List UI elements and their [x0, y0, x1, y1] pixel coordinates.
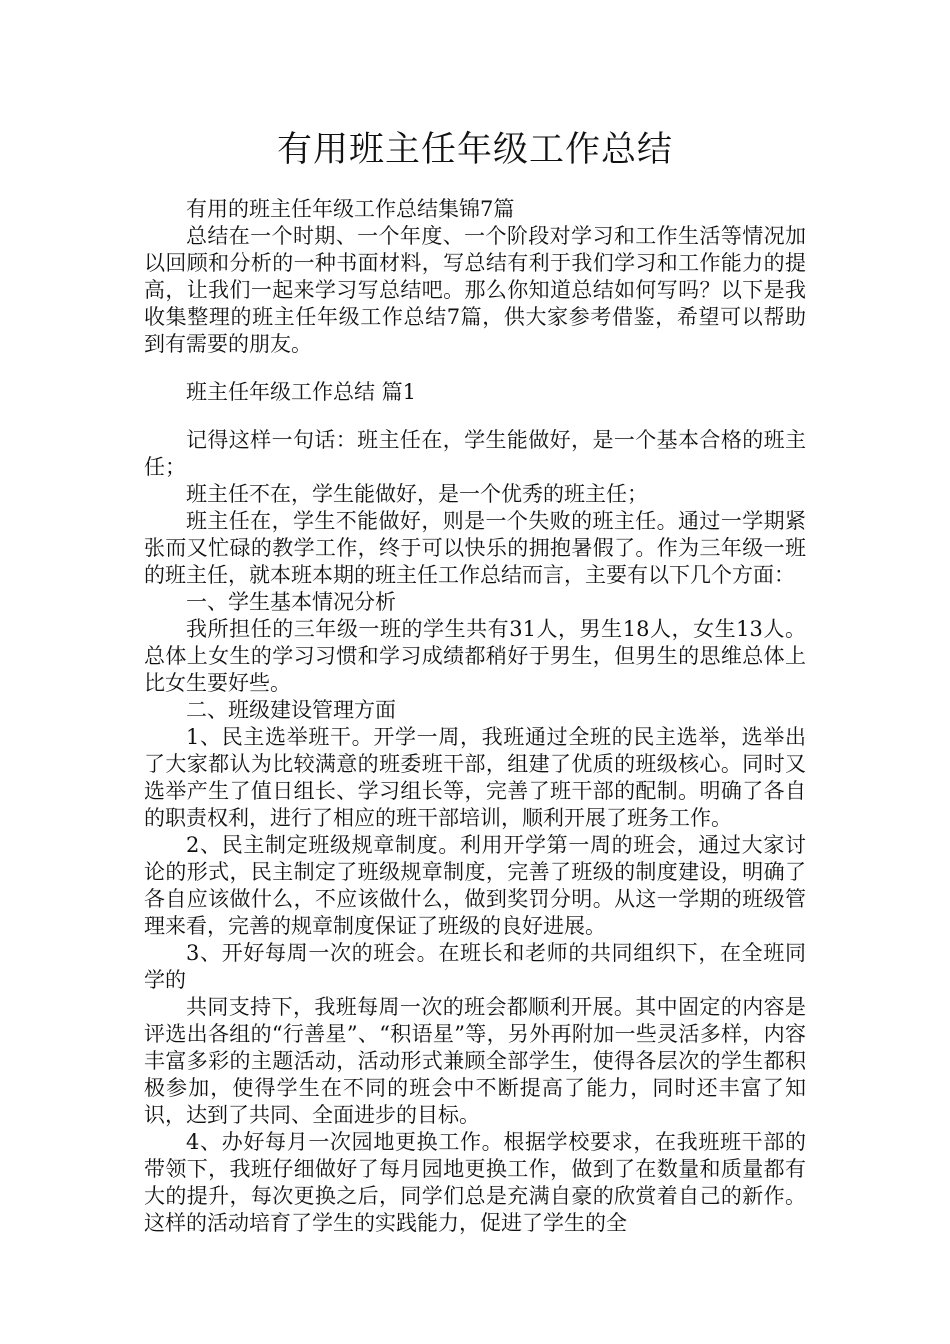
- section-heading: 班主任年级工作总结 篇1: [186, 380, 417, 404]
- body-paragraph: 4、办好每月一次园地更换工作。根据学校要求，在我班班干部的带领下，我班仔细做好了每月园地更换工作，做到了在数量和质量都有大的提升，每次更换之后，同学们总是充满自豪的欣赏着自己的新作。这样的活动培育了学生的实践能力，促进了学生的全: [144, 1130, 806, 1235]
- intro-paragraph: 总结在一个时期、一个年度、一个阶段对学习和工作生活等情况加以回顾和分析的一种书面材料，写总结有利于我们学习和工作能力的提高，让我们一起来学习写总结吧。那么你知道总结如何写吗？以下是我收集整理的班主任年级工作总结7篇，供大家参考借鉴，希望可以帮助到有需要的朋友。: [144, 224, 806, 356]
- subheading-class-management: 二、班级建设管理方面: [186, 698, 396, 722]
- document-subtitle: 有用的班主任年级工作总结集锦7篇: [186, 197, 515, 221]
- body-paragraph: 我所担任的三年级一班的学生共有31人，男生18人，女生13人。总体上女生的学习习惯和学习成绩都稍好于男生，但男生的思维总体上比女生要好些。: [144, 617, 806, 695]
- subheading-student-analysis: 一、学生基本情况分析: [186, 590, 396, 614]
- body-paragraph: 班主任在，学生不能做好，则是一个失败的班主任。通过一学期紧张而又忙碌的教学工作，终于可以快乐的拥抱暑假了。作为三年级一班的班主任，就本班本期的班主任工作总结而言，主要有以下几个方面：: [144, 509, 806, 587]
- body-paragraph: 共同支持下，我班每周一次的班会都顺利开展。其中固定的内容是评选出各组的“行善星”、“积语星”等，另外再附加一些灵活多样，内容丰富多彩的主题活动，活动形式兼顾全部学生，使得各层次的学生都积极参加，使得学生在不同的班会中不断提高了能力，同时还丰富了知识，达到了共同、全面进步的目标。: [144, 995, 806, 1127]
- body-paragraph: 1、民主选举班干。开学一周，我班通过全班的民主选举，选举出了大家都认为比较满意的班委班干部，组建了优质的班级核心。同时又选举产生了值日组长、学习组长等，完善了班干部的配制。明确了各自的职责权利，进行了相应的班干部培训，顺利开展了班务工作。: [144, 725, 806, 830]
- document-title: 有用班主任年级工作总结: [276, 130, 673, 170]
- body-paragraph: 2、民主制定班级规章制度。利用开学第一周的班会，通过大家讨论的形式，民主制定了班级规章制度，完善了班级的制度建设，明确了各自应该做什么，不应该做什么，做到奖罚分明。从这一学期的班级管理来看，完善的规章制度保证了班级的良好进展。: [144, 833, 806, 938]
- body-paragraph: 3、开好每周一次的班会。在班长和老师的共同组织下，在全班同学的: [144, 941, 806, 992]
- body-paragraph: 班主任不在，学生能做好，是一个优秀的班主任；: [186, 482, 648, 506]
- body-paragraph: 记得这样一句话：班主任在，学生能做好，是一个基本合格的班主任；: [144, 428, 806, 479]
- document-body: [144, 196, 806, 1237]
